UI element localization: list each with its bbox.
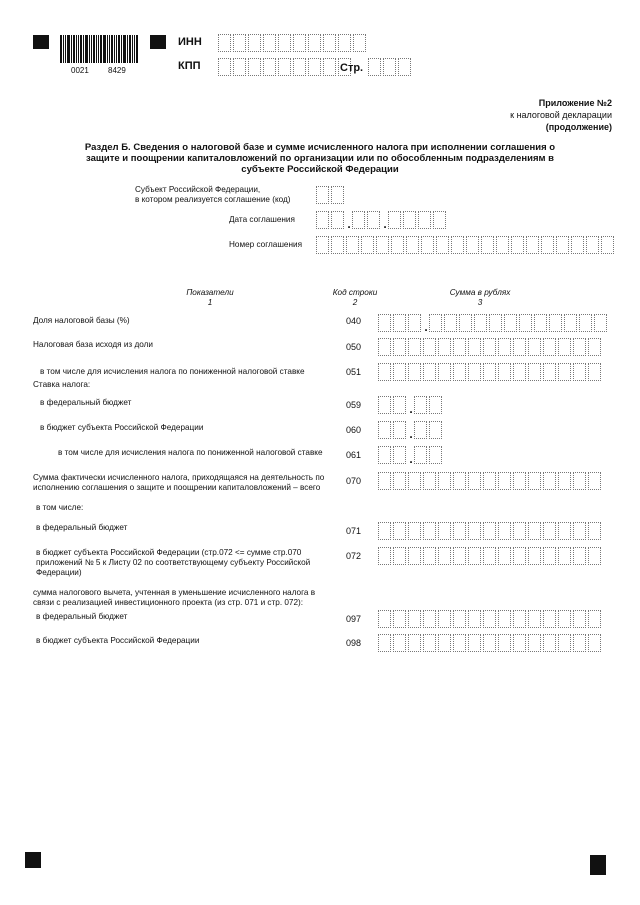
input-cell[interactable] bbox=[453, 634, 466, 652]
input-cell[interactable] bbox=[438, 338, 451, 356]
input-cell[interactable] bbox=[393, 547, 406, 565]
input-cell[interactable] bbox=[513, 547, 526, 565]
input-cell[interactable] bbox=[391, 236, 404, 254]
input-cell[interactable] bbox=[408, 363, 421, 381]
input-cell[interactable] bbox=[543, 634, 556, 652]
input-cell[interactable] bbox=[513, 338, 526, 356]
input-cell[interactable] bbox=[579, 314, 592, 332]
input-cell[interactable] bbox=[331, 236, 344, 254]
input-cell[interactable] bbox=[468, 547, 481, 565]
barcode-bar bbox=[114, 35, 115, 63]
input-cell[interactable] bbox=[408, 472, 421, 490]
input-cell[interactable] bbox=[481, 236, 494, 254]
input-cell[interactable] bbox=[543, 363, 556, 381]
input-cell[interactable] bbox=[393, 634, 406, 652]
row-051-value[interactable] bbox=[378, 363, 603, 381]
input-cell[interactable] bbox=[543, 610, 556, 628]
input-cell[interactable] bbox=[558, 338, 571, 356]
input-cell[interactable] bbox=[513, 634, 526, 652]
input-cell[interactable] bbox=[549, 314, 562, 332]
decimal-point: . bbox=[424, 320, 428, 334]
input-cell[interactable] bbox=[438, 547, 451, 565]
column-header-amount-title: Сумма в рублях bbox=[449, 288, 511, 297]
deduction-heading: сумма налогового вычета, учтенная в уменьшение исчисленного налога в связи с реализацией инвестиционного проекта (из стр. 071 и стр. 072): bbox=[33, 588, 316, 607]
input-cell[interactable] bbox=[438, 522, 451, 540]
barcode-bar bbox=[93, 35, 95, 63]
input-cell[interactable] bbox=[408, 547, 421, 565]
barcode-bar bbox=[121, 35, 122, 63]
input-cell[interactable] bbox=[556, 236, 569, 254]
input-cell[interactable] bbox=[483, 522, 496, 540]
registration-mark-top-left bbox=[33, 35, 49, 49]
input-cell[interactable] bbox=[393, 314, 406, 332]
row-060-value[interactable]: . bbox=[378, 421, 444, 439]
row-072-value[interactable] bbox=[378, 547, 603, 565]
including-heading: в том числе: bbox=[36, 503, 84, 512]
input-cell[interactable] bbox=[573, 338, 586, 356]
input-cell[interactable] bbox=[586, 236, 599, 254]
input-cell[interactable] bbox=[406, 236, 419, 254]
input-cell[interactable] bbox=[594, 314, 607, 332]
input-cell[interactable] bbox=[588, 472, 601, 490]
input-cell[interactable] bbox=[528, 634, 541, 652]
input-cell[interactable] bbox=[588, 363, 601, 381]
input-cell[interactable] bbox=[436, 236, 449, 254]
agreement-number-label: Номер соглашения bbox=[229, 240, 303, 249]
barcode-bar bbox=[132, 35, 133, 63]
subject-label-line-1: Субъект Российской Федерации, bbox=[135, 185, 261, 194]
input-cell[interactable] bbox=[423, 634, 436, 652]
subject-label-line-2: в котором реализуется соглашение (код) bbox=[135, 195, 291, 204]
barcode-bar bbox=[65, 35, 66, 63]
input-cell[interactable] bbox=[558, 363, 571, 381]
agreement-date-field[interactable]: . . bbox=[316, 211, 448, 229]
input-cell[interactable] bbox=[513, 522, 526, 540]
input-cell[interactable] bbox=[543, 472, 556, 490]
barcode-bar bbox=[80, 35, 82, 63]
row-059-code: 059 bbox=[346, 400, 362, 410]
kpp-field[interactable] bbox=[218, 58, 353, 76]
input-cell[interactable] bbox=[483, 547, 496, 565]
input-cell[interactable] bbox=[483, 610, 496, 628]
input-cell[interactable] bbox=[573, 610, 586, 628]
input-cell[interactable] bbox=[361, 236, 374, 254]
input-cell[interactable] bbox=[498, 338, 511, 356]
input-cell[interactable] bbox=[408, 522, 421, 540]
input-cell[interactable] bbox=[393, 522, 406, 540]
input-cell[interactable] bbox=[588, 522, 601, 540]
row-060-label: в бюджет субъекта Российской Федерации bbox=[40, 423, 204, 432]
input-cell[interactable] bbox=[483, 634, 496, 652]
column-header-code-number: 2 bbox=[352, 298, 358, 307]
appendix-line-3: (продолжение) bbox=[545, 122, 612, 132]
input-cell[interactable] bbox=[498, 610, 511, 628]
input-cell[interactable] bbox=[483, 363, 496, 381]
input-cell[interactable] bbox=[498, 634, 511, 652]
column-header-code-title: Код строки bbox=[332, 288, 378, 297]
input-cell[interactable] bbox=[393, 338, 406, 356]
input-cell[interactable] bbox=[423, 610, 436, 628]
row-061-label: в том числе для исчисления налога по пониженной налоговой ставке bbox=[58, 448, 323, 457]
barcode-bar bbox=[76, 35, 77, 63]
input-cell[interactable] bbox=[601, 236, 614, 254]
input-cell[interactable] bbox=[378, 547, 391, 565]
input-cell[interactable] bbox=[466, 236, 479, 254]
page-number-field[interactable] bbox=[368, 58, 413, 76]
input-cell[interactable] bbox=[468, 522, 481, 540]
barcode-bar bbox=[73, 35, 75, 63]
row-050-code: 050 bbox=[346, 342, 362, 352]
agreement-date-label: Дата соглашения bbox=[229, 215, 295, 224]
input-cell[interactable] bbox=[453, 472, 466, 490]
column-header-amount bbox=[430, 288, 530, 308]
barcode-number-right: 8429 bbox=[108, 66, 126, 75]
input-cell[interactable] bbox=[498, 363, 511, 381]
input-cell[interactable] bbox=[498, 547, 511, 565]
row-070-label: Сумма фактически исчисленного налога, приходящаяся на деятельность по исполнению соглашения о защите и поощрении капиталовложений – всего bbox=[33, 473, 325, 492]
row-050-label: Налоговая база исходя из доли bbox=[33, 340, 153, 349]
row-040-label: Доля налоговой базы (%) bbox=[33, 316, 130, 325]
subject-code-field[interactable] bbox=[316, 186, 346, 204]
input-cell[interactable] bbox=[573, 634, 586, 652]
registration-mark-top-right bbox=[150, 35, 166, 49]
row-097-code: 097 bbox=[346, 614, 362, 624]
barcode-bar bbox=[111, 35, 113, 63]
input-cell[interactable] bbox=[378, 363, 391, 381]
input-cell[interactable] bbox=[513, 610, 526, 628]
input-cell[interactable] bbox=[408, 634, 421, 652]
input-cell[interactable] bbox=[423, 363, 436, 381]
input-cell[interactable] bbox=[528, 547, 541, 565]
input-cell[interactable] bbox=[528, 472, 541, 490]
input-cell[interactable] bbox=[408, 314, 421, 332]
input-cell[interactable] bbox=[444, 314, 457, 332]
inn-label: ИНН bbox=[178, 36, 202, 48]
row-098-value[interactable] bbox=[378, 634, 603, 652]
input-cell[interactable] bbox=[378, 522, 391, 540]
input-cell[interactable] bbox=[468, 472, 481, 490]
row-061-value[interactable]: . bbox=[378, 446, 444, 464]
column-header-code bbox=[325, 288, 385, 308]
row-051-label: в том числе для исчисления налога по пониженной налоговой ставке bbox=[40, 367, 305, 376]
input-cell[interactable] bbox=[588, 634, 601, 652]
input-cell[interactable] bbox=[526, 236, 539, 254]
input-cell[interactable] bbox=[504, 314, 517, 332]
input-cell[interactable] bbox=[489, 314, 502, 332]
input-cell[interactable] bbox=[558, 547, 571, 565]
row-071-value[interactable] bbox=[378, 522, 603, 540]
barcode-bar bbox=[103, 35, 106, 63]
input-cell[interactable] bbox=[558, 472, 571, 490]
row-061-code: 061 bbox=[346, 450, 362, 460]
input-cell[interactable] bbox=[588, 547, 601, 565]
column-header-amount-number: 3 bbox=[477, 298, 483, 307]
row-072-code: 072 bbox=[346, 551, 362, 561]
agreement-number-field[interactable] bbox=[316, 236, 616, 254]
barcode-bar bbox=[129, 35, 131, 63]
input-cell[interactable] bbox=[588, 338, 601, 356]
appendix-line-2: к налоговой декларации bbox=[510, 110, 612, 120]
input-cell[interactable] bbox=[474, 314, 487, 332]
input-cell[interactable] bbox=[483, 472, 496, 490]
input-cell[interactable] bbox=[459, 314, 472, 332]
input-cell[interactable] bbox=[438, 610, 451, 628]
input-cell[interactable] bbox=[528, 363, 541, 381]
row-071-label: в федеральный бюджет bbox=[36, 523, 128, 532]
barcode-bar bbox=[100, 35, 102, 63]
row-059-value[interactable]: . bbox=[378, 396, 444, 414]
barcode-bar bbox=[134, 35, 135, 63]
section-title: Раздел Б. Сведения о налоговой базе и сумме исчисленного налога при исполнении соглашения о защите и поощрении капиталовложений по организации или по обособленным подразделениям в субъекте Российской Федерации bbox=[84, 142, 556, 175]
input-cell[interactable] bbox=[573, 472, 586, 490]
barcode-bar bbox=[123, 35, 126, 63]
input-cell[interactable] bbox=[483, 338, 496, 356]
row-070-code: 070 bbox=[346, 476, 362, 486]
row-071-code: 071 bbox=[346, 526, 362, 536]
inn-field[interactable] bbox=[218, 34, 368, 52]
row-051-code: 051 bbox=[346, 367, 362, 377]
appendix-line-1: Приложение №2 bbox=[538, 98, 612, 108]
barcode-bar bbox=[85, 35, 88, 63]
input-cell[interactable] bbox=[534, 314, 547, 332]
input-cell[interactable] bbox=[316, 236, 329, 254]
barcode-bar bbox=[60, 35, 62, 63]
page-label: Стр. bbox=[340, 62, 364, 74]
input-cell[interactable] bbox=[558, 610, 571, 628]
input-cell[interactable] bbox=[588, 610, 601, 628]
input-cell[interactable] bbox=[453, 522, 466, 540]
barcode-number-left: 0021 bbox=[71, 66, 89, 75]
subject-label bbox=[135, 185, 315, 205]
input-cell[interactable] bbox=[573, 547, 586, 565]
barcode-bar bbox=[109, 35, 110, 63]
input-cell[interactable] bbox=[528, 338, 541, 356]
registration-mark-bottom-right bbox=[590, 855, 606, 875]
barcode-bar bbox=[91, 35, 92, 63]
barcode-bar bbox=[63, 35, 64, 63]
row-072-label: в бюджет субъекта Российской Федерации (стр.072 <= сумме стр.070 приложений № 5 к Листу 02 по соответствующему субъекту Российской Федерации) bbox=[36, 548, 311, 577]
input-cell[interactable] bbox=[519, 314, 532, 332]
column-header-indicator-title: Показатели bbox=[186, 288, 234, 297]
input-cell[interactable] bbox=[378, 314, 391, 332]
input-cell[interactable] bbox=[528, 610, 541, 628]
input-cell[interactable] bbox=[453, 363, 466, 381]
input-cell[interactable] bbox=[543, 547, 556, 565]
input-cell[interactable] bbox=[378, 338, 391, 356]
input-cell[interactable] bbox=[498, 472, 511, 490]
row-097-value[interactable] bbox=[378, 610, 603, 628]
input-cell[interactable] bbox=[423, 547, 436, 565]
barcode-bar bbox=[98, 35, 99, 63]
barcode-bar bbox=[83, 35, 84, 63]
input-cell[interactable] bbox=[393, 363, 406, 381]
tax-rate-heading: Ставка налога: bbox=[33, 380, 91, 389]
input-cell[interactable] bbox=[453, 610, 466, 628]
row-050-value[interactable] bbox=[378, 338, 603, 356]
input-cell[interactable] bbox=[408, 338, 421, 356]
barcode-bar bbox=[78, 35, 79, 63]
input-cell[interactable] bbox=[528, 522, 541, 540]
row-060-code: 060 bbox=[346, 425, 362, 435]
row-040-code: 040 bbox=[346, 316, 362, 326]
input-cell[interactable] bbox=[429, 314, 442, 332]
row-059-label: в федеральный бюджет bbox=[40, 398, 132, 407]
input-cell[interactable] bbox=[511, 236, 524, 254]
input-cell[interactable] bbox=[438, 363, 451, 381]
input-cell[interactable] bbox=[438, 634, 451, 652]
input-cell[interactable] bbox=[573, 363, 586, 381]
input-cell[interactable] bbox=[393, 610, 406, 628]
barcode-bar bbox=[96, 35, 97, 63]
input-cell[interactable] bbox=[564, 314, 577, 332]
input-cell[interactable] bbox=[453, 338, 466, 356]
input-cell[interactable] bbox=[378, 634, 391, 652]
input-cell[interactable] bbox=[468, 338, 481, 356]
barcode-bar bbox=[127, 35, 128, 63]
barcode-bar bbox=[89, 35, 90, 63]
input-cell[interactable] bbox=[468, 610, 481, 628]
input-cell[interactable] bbox=[543, 338, 556, 356]
input-cell[interactable] bbox=[543, 522, 556, 540]
input-cell[interactable] bbox=[423, 338, 436, 356]
row-070-value[interactable] bbox=[378, 472, 603, 490]
input-cell[interactable] bbox=[558, 634, 571, 652]
input-cell[interactable] bbox=[378, 610, 391, 628]
row-040-value[interactable] bbox=[378, 314, 609, 332]
input-cell[interactable] bbox=[346, 236, 359, 254]
input-cell[interactable] bbox=[421, 236, 434, 254]
input-cell[interactable] bbox=[468, 634, 481, 652]
input-cell[interactable] bbox=[453, 547, 466, 565]
barcode-bar bbox=[71, 35, 72, 63]
input-cell[interactable] bbox=[451, 236, 464, 254]
input-cell[interactable] bbox=[496, 236, 509, 254]
input-cell[interactable] bbox=[571, 236, 584, 254]
barcode bbox=[60, 35, 146, 63]
row-098-code: 098 bbox=[346, 638, 362, 648]
input-cell[interactable] bbox=[423, 472, 436, 490]
input-cell[interactable] bbox=[408, 610, 421, 628]
barcode-bar bbox=[116, 35, 117, 63]
row-098-label: в бюджет субъекта Российской Федерации bbox=[36, 636, 200, 645]
input-cell[interactable] bbox=[498, 522, 511, 540]
column-header-indicator-number: 1 bbox=[207, 298, 213, 307]
input-cell[interactable] bbox=[376, 236, 389, 254]
row-097-label: в федеральный бюджет bbox=[36, 612, 128, 621]
input-cell[interactable] bbox=[558, 522, 571, 540]
input-cell[interactable] bbox=[468, 363, 481, 381]
column-header-indicator bbox=[120, 288, 300, 308]
barcode-bar bbox=[107, 35, 108, 63]
input-cell[interactable] bbox=[393, 472, 406, 490]
barcode-bar bbox=[136, 35, 138, 63]
input-cell[interactable] bbox=[513, 472, 526, 490]
input-cell[interactable] bbox=[438, 472, 451, 490]
kpp-label: КПП bbox=[178, 60, 201, 72]
barcode-bar bbox=[118, 35, 120, 63]
input-cell[interactable] bbox=[378, 472, 391, 490]
input-cell[interactable] bbox=[423, 522, 436, 540]
input-cell[interactable] bbox=[513, 363, 526, 381]
input-cell[interactable] bbox=[541, 236, 554, 254]
barcode-bar bbox=[67, 35, 70, 63]
appendix-block bbox=[510, 97, 612, 133]
registration-mark-bottom-left bbox=[25, 852, 41, 868]
input-cell[interactable] bbox=[573, 522, 586, 540]
